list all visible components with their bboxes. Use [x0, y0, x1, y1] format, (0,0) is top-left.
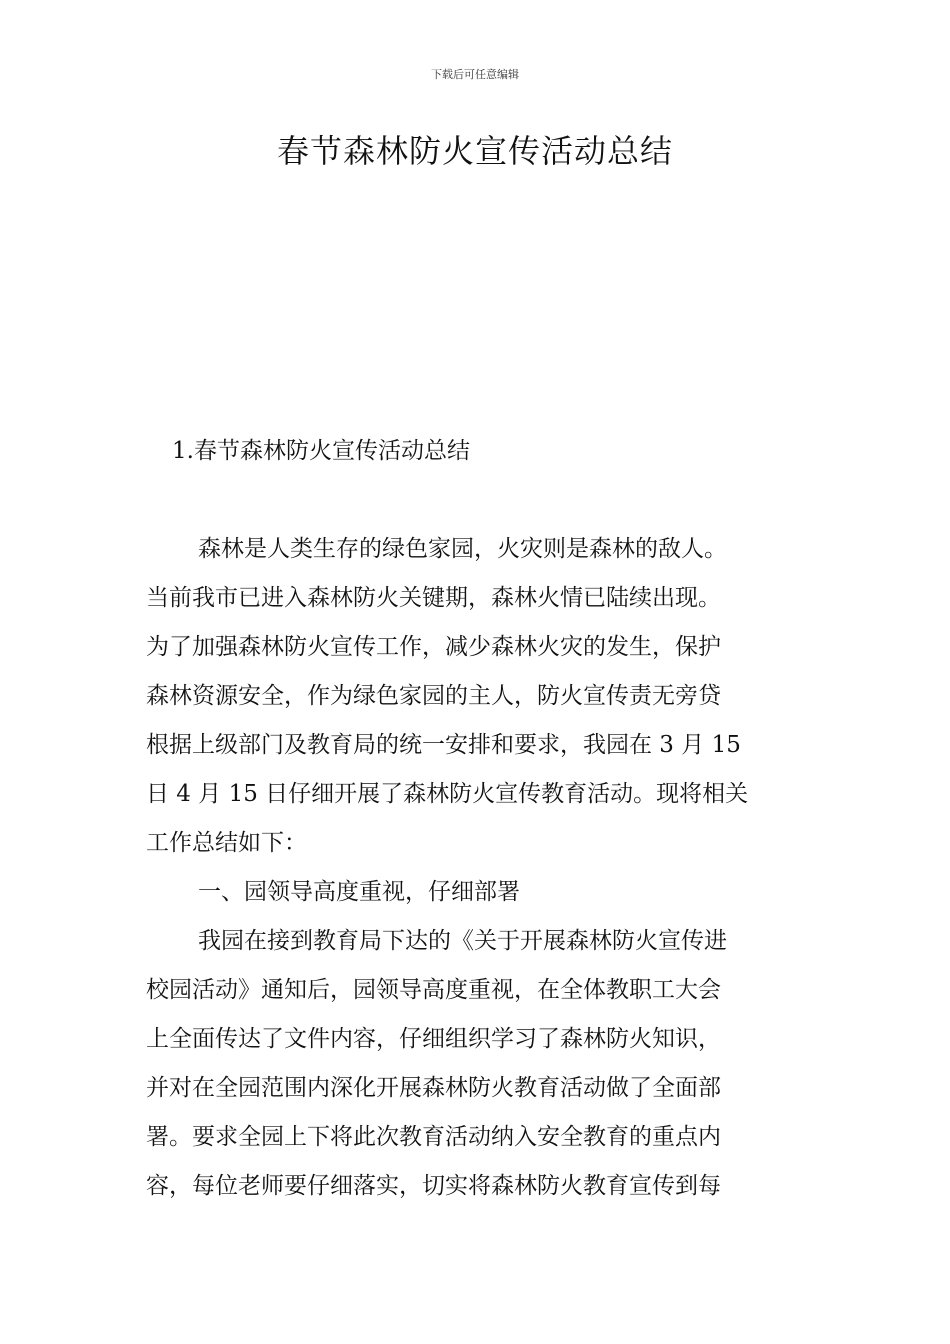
paragraph-line: 日 4 月 15 日仔细开展了森林防火宣传教育活动。现将相关	[146, 781, 749, 807]
subsection-heading: 一、园领导高度重视，仔细部署	[198, 879, 520, 905]
section-heading: 1.春节森林防火宣传活动总结	[172, 438, 470, 464]
paragraph-line: 根据上级部门及教育局的统一安排和要求，我园在 3 月 15	[146, 732, 741, 758]
paragraph-line: 森林是人类生存的绿色家园，火灾则是森林的敌人。	[198, 536, 727, 562]
paragraph-line: 并对在全园范围内深化开展森林防火教育活动做了全面部	[146, 1075, 721, 1101]
paragraph-line: 上全面传达了文件内容，仔细组织学习了森林防火知识，	[146, 1026, 721, 1052]
paragraph-line: 我园在接到教育局下达的《关于开展森林防火宣传进	[198, 928, 727, 954]
paragraph-line: 为了加强森林防火宣传工作，减少森林火灾的发生，保护	[146, 634, 721, 660]
paragraph-line: 当前我市已进入森林防火关键期，森林火情已陆续出现。	[146, 585, 721, 611]
paragraph-line: 森林资源安全，作为绿色家园的主人，防火宣传责无旁贷	[146, 683, 721, 709]
header-note: 下载后可任意编辑	[431, 68, 519, 81]
paragraph-line: 容，每位老师要仔细落实，切实将森林防火教育宣传到每	[146, 1173, 721, 1199]
paragraph-line: 工作总结如下：	[146, 830, 307, 856]
body-text	[146, 525, 816, 1211]
document-title: 春节森林防火宣传活动总结	[276, 132, 673, 170]
paragraph-line: 署。要求全园上下将此次教育活动纳入安全教育的重点内	[146, 1124, 721, 1150]
paragraph-line: 校园活动》通知后，园领导高度重视，在全体教职工大会	[146, 977, 721, 1003]
